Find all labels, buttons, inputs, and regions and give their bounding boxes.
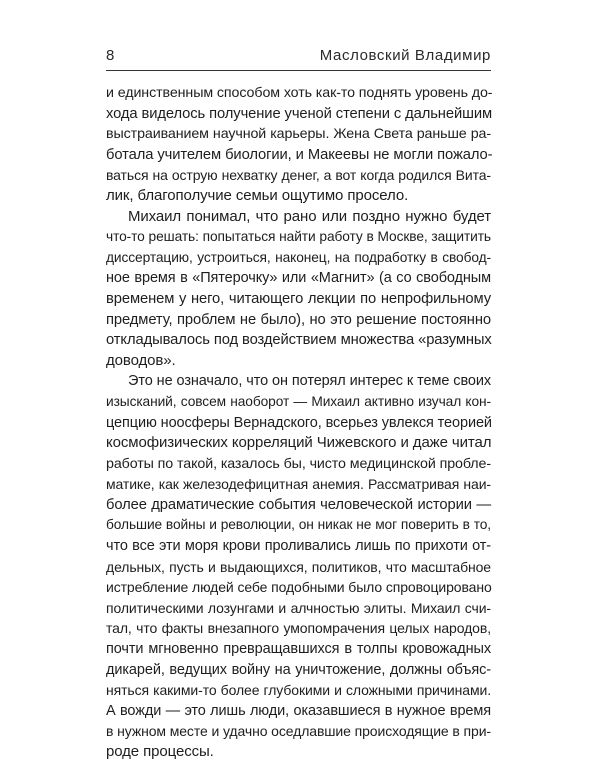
text-line: Михаил понимал, что рано или поздно нужно будет <box>128 207 491 225</box>
text-line: работы по такой, казалось бы, чисто медицинской пробле- <box>106 455 491 472</box>
text-line: А вожди — это лишь люди, оказавшиеся в нужное время <box>106 702 491 719</box>
text-line: временем у него, читающего лекции по непрофильному <box>106 290 491 307</box>
text-line: откладывалось под воздействием множества «разумных <box>106 332 492 349</box>
text-line: лик, благополучие семьи ощутимо просело. <box>106 186 409 204</box>
text-line: более драматические события человеческой истории — <box>106 496 491 513</box>
text-line: изысканий, совсем наоборот — Михаил активно изучал кон- <box>106 393 491 409</box>
text-line: дельных, пусть и выдающихся, политиков, что масштабное <box>106 558 491 575</box>
text-line: в нужном месте и удачно оседлавшие происходящие в при- <box>106 723 491 740</box>
text-line: почти мгновенно превращавшихся в толпы кровожадных <box>106 641 491 658</box>
body-text <box>106 83 491 763</box>
header-divider <box>106 70 491 71</box>
paragraph-3 <box>106 371 491 762</box>
text-line: диссертацию, устроиться, наконец, на подработку в свобод- <box>106 249 491 265</box>
text-line: ботала учителем биологии, и Макеевы не могли пожало- <box>106 146 493 163</box>
text-line: Это не означало, что он потерял интерес к теме своих <box>128 373 491 390</box>
text-line: доводов». <box>106 351 176 369</box>
text-line: что-то решать: попытаться найти работу в Москве, защитить <box>106 229 491 245</box>
paragraph-1 <box>106 83 491 207</box>
text-line: выстраиванием научной карьеры. Жена Света раньше ра- <box>106 126 491 143</box>
text-line: ное время в «Пятерочку» или «Магнит» (а со свободным <box>106 270 491 287</box>
text-line: большие войны и революции, он никак не мог поверить в то, <box>106 517 491 533</box>
author-name: Масловский Владимир <box>319 47 491 64</box>
text-line: няться какими-то более глубокими и сложными причинами. <box>106 682 491 699</box>
running-header <box>106 47 491 64</box>
page-number: 8 <box>106 47 115 64</box>
text-line: роде процессы. <box>106 743 214 760</box>
text-line: цепцию ноосферы Вернадского, всерьез увлекся теорией <box>106 414 492 431</box>
text-line: что все эти моря крови проливались лишь по прихоти от- <box>106 538 491 555</box>
text-line: матике, как железодефицитная анемия. Рассматривая наи- <box>106 476 491 493</box>
text-line: истребление людей себе подобными было спровоцировано <box>106 579 492 596</box>
text-line: политическими лозунгами и алчностью элиты. Михаил счи- <box>106 599 491 616</box>
paragraph-2 <box>106 207 491 372</box>
text-line: предмету, проблем не было), но это решение постоянно <box>106 311 491 328</box>
text-line: тал, что факты внезапного умопомрачения целых народов, <box>106 620 491 637</box>
text-line: дикарей, ведущих войну на уничтожение, должны объяс- <box>106 661 491 678</box>
text-line: космофизических корреляций Чижевского и даже читал <box>106 434 492 452</box>
text-line: и единственным способом хоть как-то поднять уровень до- <box>106 85 493 101</box>
text-line: ваться на острую нехватку денег, а вот когда родился Вита- <box>106 167 491 184</box>
text-line: хода виделось получение ученой степени с дальнейшим <box>106 105 493 122</box>
